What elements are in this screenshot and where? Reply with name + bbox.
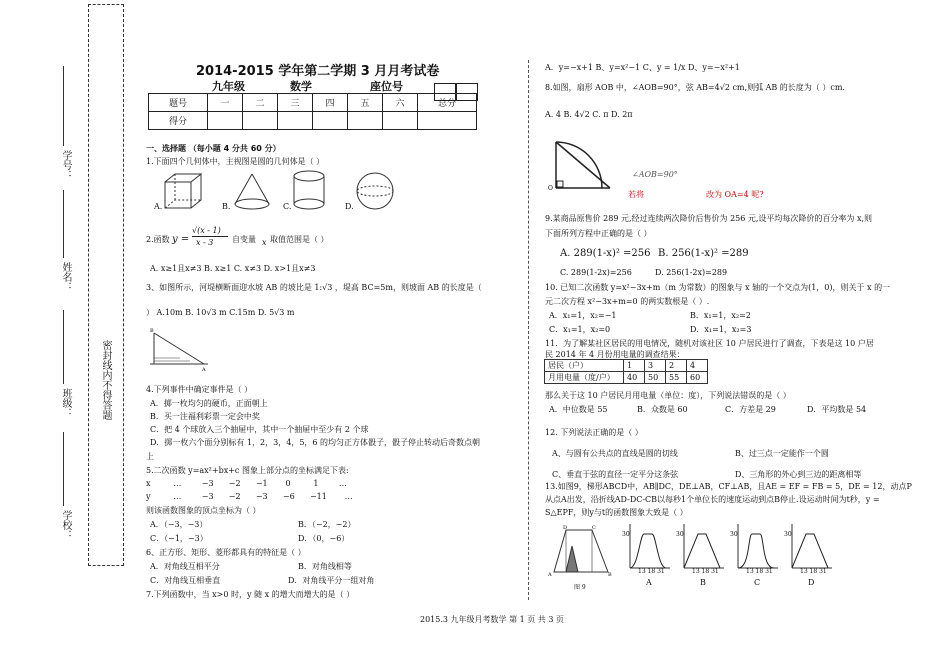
school-line[interactable] xyxy=(63,432,64,506)
q9-text-cont: 下面所列方程中正确的是（ ） xyxy=(545,229,652,238)
score-input-cell[interactable] xyxy=(348,112,383,130)
usage-table xyxy=(544,359,708,384)
usage-cell: 2 xyxy=(666,360,687,372)
trapezoid-diagram xyxy=(548,524,618,580)
graph-x-ticks: 13 18 31 xyxy=(638,568,665,575)
score-header-cell: 总分 xyxy=(418,94,477,112)
q1-option-d: D. xyxy=(345,202,354,211)
svg-text:B: B xyxy=(608,572,612,578)
seal-notice: 密封线内不得答题 xyxy=(100,340,111,420)
score-input-cell[interactable] xyxy=(208,112,243,130)
q5-option-a: A．（−3，−3） xyxy=(150,520,208,529)
q8-options: A. 4 B. 4√2 C. π D. 2π xyxy=(545,110,633,119)
q1-option-c: C. xyxy=(283,202,292,211)
graph-option-c xyxy=(730,522,780,574)
score-header-cell: 四 xyxy=(313,94,348,112)
q5-option-d: D．（0，−6） xyxy=(298,534,350,543)
q9-option-d: D. 256(1-2x)=289 xyxy=(655,268,728,277)
q10-option-a: A．x₁=1，x₂=−1 xyxy=(549,311,617,320)
q8-text: 8.如图，扇形 AOB 中，∠AOB=90°，弦 AB=4√2 cm,则弧 AB 的长度为（ ）cm. xyxy=(545,83,845,92)
q12-option-b: B、过三点一定能作一个圆 xyxy=(735,449,829,458)
q13-text-cont2: S△EPF，则y与t的函数图象大致是（ ） xyxy=(545,508,688,517)
exam-title: 2014-2015 学年第二学期 3 月月考试卷 xyxy=(196,64,440,79)
svg-text:A: A xyxy=(548,572,552,578)
graph-x-ticks: 13 18 31 xyxy=(800,568,827,575)
q6-option-b: B．对角线相等 xyxy=(298,562,352,571)
q1-option-b: B. xyxy=(222,202,231,211)
score-row-label: 得分 xyxy=(149,112,208,130)
q4-option-d-cont: 上 xyxy=(146,452,154,461)
graph-label-b: B xyxy=(700,578,706,587)
q9-option-a: A. 289(1-x)² =256 xyxy=(560,248,651,259)
name-line[interactable] xyxy=(63,190,64,258)
q8-angle-label: ∠AOB=90° xyxy=(632,170,678,179)
q4-text: 4.下列事件中确定事件是（ ） xyxy=(146,385,253,394)
score-input-cell[interactable] xyxy=(383,112,418,130)
class-label: 班级： xyxy=(60,388,71,418)
q5-text: 5.二次函数 y=ax²+bx+c 图象上部分点的坐标满足下表: xyxy=(146,466,349,475)
graph-y-tick: 30 xyxy=(784,531,792,538)
name-label: 姓名： xyxy=(60,262,71,292)
q2-label: 2.函数 xyxy=(146,235,170,244)
usage-cell: 月用电量（度/户） xyxy=(545,372,624,384)
q4-option-c: C．把 4 个球放入三个抽屉中，其中一个抽屉中至少有 2 个球 xyxy=(150,425,369,434)
q10-option-b: B．x₁=1，x₂=2 xyxy=(690,311,751,320)
graph-label-a: A xyxy=(646,578,652,587)
svg-text:D: D xyxy=(563,525,568,531)
score-header-cell: 六 xyxy=(383,94,418,112)
class-line[interactable] xyxy=(63,310,64,384)
q8-note-prefix: 若将 xyxy=(628,190,644,199)
usage-cell: 居民（户） xyxy=(545,360,624,372)
figure-label: 图 9 xyxy=(574,584,586,591)
section-heading: 一、选择题 （每小题 4 分共 60 分） xyxy=(146,144,281,153)
svg-text:A: A xyxy=(202,367,206,373)
school-label: 学校： xyxy=(60,510,71,540)
score-table xyxy=(148,93,477,130)
column-divider xyxy=(528,60,529,600)
q6-option-d: D．对角线平分一组对角 xyxy=(288,576,375,585)
graph-x-ticks: 13 18 31 xyxy=(746,568,773,575)
q12-option-c: C、垂直于弦的直径一定平分这条弦 xyxy=(552,470,679,479)
svg-text:C: C xyxy=(592,525,596,531)
slope-diagram xyxy=(150,328,210,373)
q9-text: 9.某商品原售价 289 元,经过连续两次降价后售价为 256 元,设平均每次降价的百分率为 x,则 xyxy=(545,214,873,223)
q5-y-row: y … −3 −2 −3 −6 −11 … xyxy=(146,492,353,501)
q3-options: ） A.10m B. 10√3 m C.15m D. 5√3 m xyxy=(146,308,295,317)
q12-option-d: D、三角形的外心到三边的距离相等 xyxy=(735,470,862,479)
q11-option-b: B．众数是 60 xyxy=(637,405,688,414)
q11-option-a: A．中位数是 55 xyxy=(549,405,608,414)
q2-variable: 自变量 xyxy=(232,235,256,244)
q3-text: 3、如图所示，河堤横断面迎水坡 AB 的坡比是 1:√3 ，堤高 BC=5m，则坡面 AB 的长度是（ xyxy=(146,283,482,292)
usage-cell: 60 xyxy=(687,372,708,384)
svg-text:O: O xyxy=(548,185,553,192)
q8-note-suffix: 改为 OA=4 呢? xyxy=(706,190,764,199)
grade-label: 九年级 xyxy=(212,80,245,93)
subject-label: 数学 xyxy=(290,80,312,93)
q11-option-d: D．平均数是 54 xyxy=(807,405,867,414)
cube-icon xyxy=(163,172,203,212)
usage-cell: 4 xyxy=(687,360,708,372)
q11-question: 那么关于这 10 户居民月用电量（单位：度），下列说法错误的是（ ） xyxy=(545,391,791,400)
sector-diagram xyxy=(548,138,618,194)
q10-text-cont: 元二次方程 x²−3x+m=0 的两实数根是（ ）. xyxy=(545,297,710,306)
binding-margin xyxy=(88,4,124,566)
sphere-icon xyxy=(355,171,395,211)
usage-cell: 1 xyxy=(624,360,645,372)
score-header-cell: 一 xyxy=(208,94,243,112)
graph-x-ticks: 13 18 31 xyxy=(692,568,719,575)
q12-text: 12. 下列说法正确的是（ ） xyxy=(545,428,643,437)
graph-label-c: C xyxy=(754,578,761,587)
q2-x: x xyxy=(262,238,267,247)
score-header-cell: 三 xyxy=(278,94,313,112)
q10-option-d: D．x₁=1，x₂=3 xyxy=(690,325,752,334)
score-input-cell[interactable] xyxy=(418,112,477,130)
q6-option-a: A．对角线互相平分 xyxy=(150,562,220,571)
score-input-cell[interactable] xyxy=(243,112,278,130)
cone-icon xyxy=(232,172,272,212)
q11-text-cont: 民 2014 年 4 月份用电量的调查结果： xyxy=(545,350,685,359)
score-header-cell: 五 xyxy=(348,94,383,112)
q5-option-c: C．（−1，−3） xyxy=(150,534,208,543)
seat-label: 座位号 xyxy=(370,80,403,93)
q11-text: 11．为了解某社区居民的用电情况，随机对该社区 10 户居民进行了调查，下表是这 10 户居 xyxy=(545,339,874,348)
graph-y-tick: 30 xyxy=(676,531,684,538)
usage-cell: 50 xyxy=(645,372,666,384)
q4-option-a: A．掷一枚均匀的硬币，正面朝上 xyxy=(150,399,268,408)
student-id-line[interactable] xyxy=(63,66,64,146)
page-footer: 2015.3 九年级月考数学 第 1 页 共 3 页 xyxy=(420,615,564,624)
usage-cell: 40 xyxy=(624,372,645,384)
q6-option-c: C．对角线互相垂直 xyxy=(150,576,221,585)
graph-option-a xyxy=(622,522,672,574)
q5-option-b: B．（−2，−2） xyxy=(298,520,356,529)
q4-option-d: D．掷一枚六个面分别标有 1，2，3，4，5，6 的均匀正方体骰子，骰子停止转动后奇数点朝 xyxy=(150,438,481,447)
cylinder-icon xyxy=(291,170,327,212)
graph-y-tick: 30 xyxy=(622,531,630,538)
q1-option-a: A. xyxy=(154,202,163,211)
score-input-cell[interactable] xyxy=(278,112,313,130)
q2-options: A. x≥1且x≠3 B. x≥1 C. x≠3 D. x>1且x≠3 xyxy=(150,264,316,273)
q7-text: 7.下列函数中，当 x>0 时，y 随 x 的增大而增大的是（ ） xyxy=(146,590,355,599)
graph-y-tick: 30 xyxy=(730,531,738,538)
graph-option-d xyxy=(784,522,834,574)
q2-range: 取值范围是（ ） xyxy=(270,235,329,244)
score-input-cell[interactable] xyxy=(313,112,348,130)
q9-option-b: B. 256(1-x)² =289 xyxy=(658,248,749,259)
q5-question: 则该函数图象的顶点坐标为（ ） xyxy=(146,506,261,515)
student-id-label: 学号： xyxy=(60,150,71,180)
graph-option-b xyxy=(676,522,726,574)
q6-text: 6、正方形、矩形、菱形都具有的特征是（ ） xyxy=(146,548,306,557)
usage-cell: 55 xyxy=(666,372,687,384)
q10-option-c: C．x₁=1，x₂=0 xyxy=(549,325,611,334)
graph-label-d: D xyxy=(808,578,815,587)
q10-text: 10. 已知二次函数 y=x²−3x+m（m 为常数）的图象与 x 轴的一个交点为(1，0)，则关于 x 的一 xyxy=(545,283,891,292)
q13-text-cont: 从点A出发，沿折线AD-DC-CB以每秒1个单位长的速度运动到点B停止.设运动时间为t秒，y = xyxy=(545,495,880,504)
score-header-cell: 二 xyxy=(243,94,278,112)
q11-option-c: C．方差是 29 xyxy=(725,405,776,414)
svg-text:B: B xyxy=(150,328,154,334)
q12-option-a: A、与圆有公共点的直线是圆的切线 xyxy=(552,449,678,458)
q9-option-c: C. 289(1-2x)=256 xyxy=(560,268,632,277)
q4-option-b: B．买一注福利彩票一定会中奖 xyxy=(150,412,260,421)
usage-cell: 3 xyxy=(645,360,666,372)
q13-text: 13.如图9，梯形ABCD中，AB∥DC，DE⊥AB，CF⊥AB，且AE = EF = FB = 5，DE = 12，动点P xyxy=(545,482,912,491)
q1-text: 1.下面四个几何体中，主视图是圆的几何体是（ ） xyxy=(146,157,325,166)
score-header-cell: 题号 xyxy=(149,94,208,112)
q5-x-row: x … −3 −2 −1 0 1 … xyxy=(146,479,347,488)
q7-options: A．y=−x+1 B、y=x²−1 C、y = 1/x D、y=−x²+1 xyxy=(545,63,740,72)
